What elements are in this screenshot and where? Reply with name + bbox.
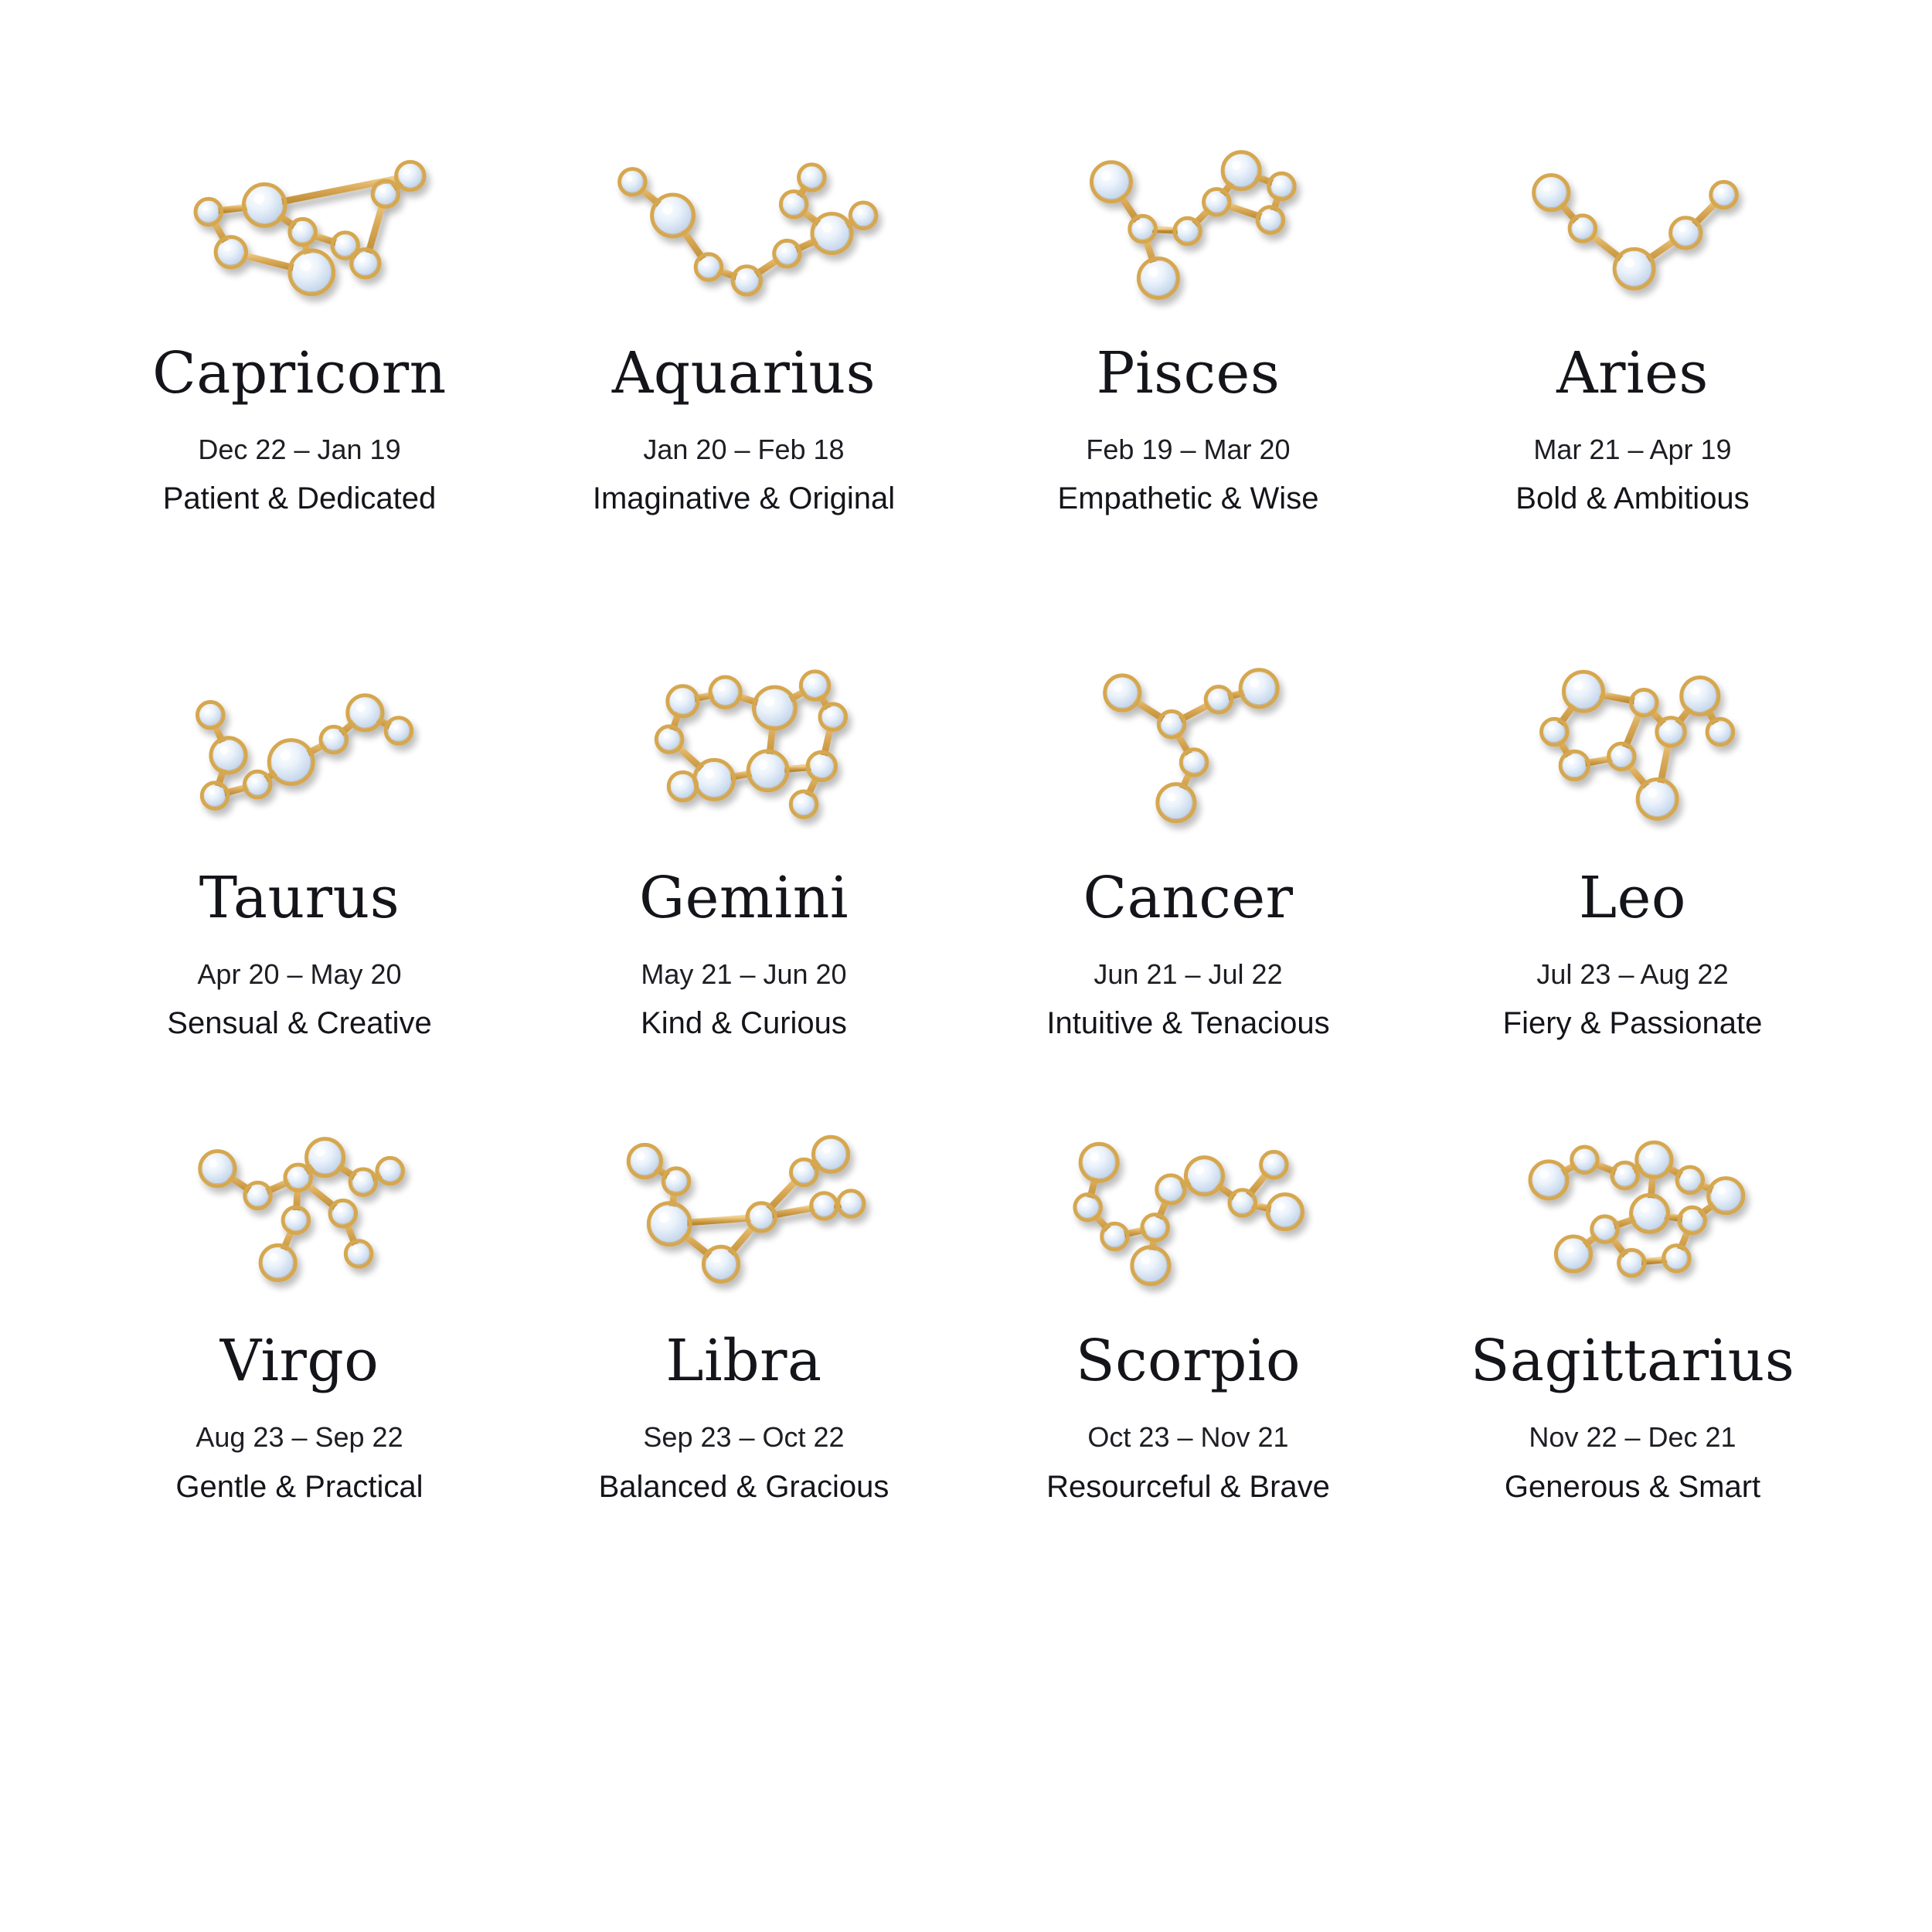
constellation-art-cancer	[1026, 633, 1351, 865]
zodiac-card-taurus[interactable]	[77, 633, 522, 1042]
sign-dates: Jan 20 – Feb 18	[643, 434, 845, 465]
zodiac-card-virgo[interactable]	[77, 1096, 522, 1505]
constellation-svg	[1491, 130, 1774, 326]
zodiac-card-sagittarius[interactable]	[1410, 1096, 1855, 1505]
sign-traits: Resourceful & Brave	[1046, 1469, 1330, 1504]
sign-name: Aries	[1556, 340, 1709, 406]
sign-name: Gemini	[638, 865, 849, 932]
sign-traits: Patient & Dedicated	[162, 481, 437, 516]
constellation-art-taurus	[138, 633, 462, 865]
sign-traits: Generous & Smart	[1504, 1469, 1761, 1504]
sign-dates: Feb 19 – Mar 20	[1086, 434, 1291, 465]
constellation-art-virgo	[138, 1096, 462, 1328]
constellation-art-gemini	[582, 633, 906, 865]
sign-traits: Sensual & Creative	[167, 1006, 432, 1041]
sign-name: Pisces	[1096, 340, 1281, 406]
constellation-svg	[1062, 639, 1315, 859]
sign-traits: Kind & Curious	[641, 1006, 847, 1041]
sign-dates: Oct 23 – Nov 21	[1087, 1421, 1289, 1454]
constellation-art-aquarius	[582, 116, 906, 340]
sign-dates: May 21 – Jun 20	[641, 958, 847, 991]
constellation-svg	[1494, 642, 1770, 856]
zodiac-card-leo[interactable]	[1410, 633, 1855, 1042]
zodiac-card-libra[interactable]	[522, 1096, 966, 1505]
constellation-svg	[1484, 1111, 1781, 1313]
constellation-svg	[1044, 121, 1332, 335]
sign-name: Aquarius	[611, 340, 876, 406]
constellation-art-leo	[1471, 633, 1795, 865]
sign-name: Taurus	[199, 865, 400, 932]
zodiac-grid	[77, 116, 1855, 1505]
sign-traits: Empathetic & Wise	[1057, 481, 1319, 516]
constellation-svg	[150, 652, 449, 846]
zodiac-card-aquarius[interactable]	[522, 116, 966, 579]
constellation-svg	[574, 124, 913, 332]
sign-dates: Nov 22 – Dec 21	[1529, 1421, 1736, 1454]
zodiac-card-pisces[interactable]	[966, 116, 1410, 579]
sign-traits: Intuitive & Tenacious	[1046, 1006, 1330, 1041]
sign-dates: Apr 20 – May 20	[197, 958, 402, 991]
sign-name: Scorpio	[1075, 1328, 1301, 1395]
zodiac-card-scorpio[interactable]	[966, 1096, 1410, 1505]
constellation-svg	[137, 124, 462, 332]
sign-name: Libra	[665, 1328, 822, 1395]
sign-dates: Mar 21 – Apr 19	[1533, 434, 1732, 465]
sign-name: Capricorn	[152, 340, 447, 406]
sign-name: Cancer	[1083, 865, 1294, 932]
sign-name: Leo	[1579, 865, 1686, 932]
constellation-art-capricorn	[138, 116, 462, 340]
sign-traits: Balanced & Gracious	[598, 1469, 889, 1504]
zodiac-card-gemini[interactable]	[522, 633, 966, 1042]
zodiac-card-capricorn[interactable]	[77, 116, 522, 579]
sign-traits: Gentle & Practical	[175, 1469, 423, 1504]
sign-dates: Sep 23 – Oct 22	[643, 1421, 845, 1454]
constellation-art-aries	[1471, 116, 1795, 340]
sign-name: Virgo	[219, 1328, 379, 1395]
constellation-art-libra	[582, 1096, 906, 1328]
sign-dates: Jun 21 – Jul 22	[1094, 958, 1283, 991]
sign-name: Sagittarius	[1470, 1328, 1795, 1395]
constellation-art-pisces	[1026, 116, 1351, 340]
sign-traits: Imaginative & Original	[592, 481, 896, 516]
constellation-svg	[604, 643, 883, 855]
sign-traits: Bold & Ambitious	[1515, 481, 1750, 516]
constellation-art-sagittarius	[1471, 1096, 1795, 1328]
sign-dates: Aug 23 – Sep 22	[196, 1421, 403, 1454]
constellation-art-scorpio	[1026, 1096, 1351, 1328]
sign-dates: Dec 22 – Jan 19	[198, 434, 401, 465]
sign-traits: Fiery & Passionate	[1502, 1006, 1763, 1041]
sign-dates: Jul 23 – Aug 22	[1536, 958, 1729, 991]
zodiac-card-cancer[interactable]	[966, 633, 1410, 1042]
constellation-svg	[159, 1106, 440, 1318]
constellation-svg	[587, 1105, 901, 1319]
zodiac-card-aries[interactable]	[1410, 116, 1855, 579]
constellation-svg	[1036, 1102, 1340, 1321]
